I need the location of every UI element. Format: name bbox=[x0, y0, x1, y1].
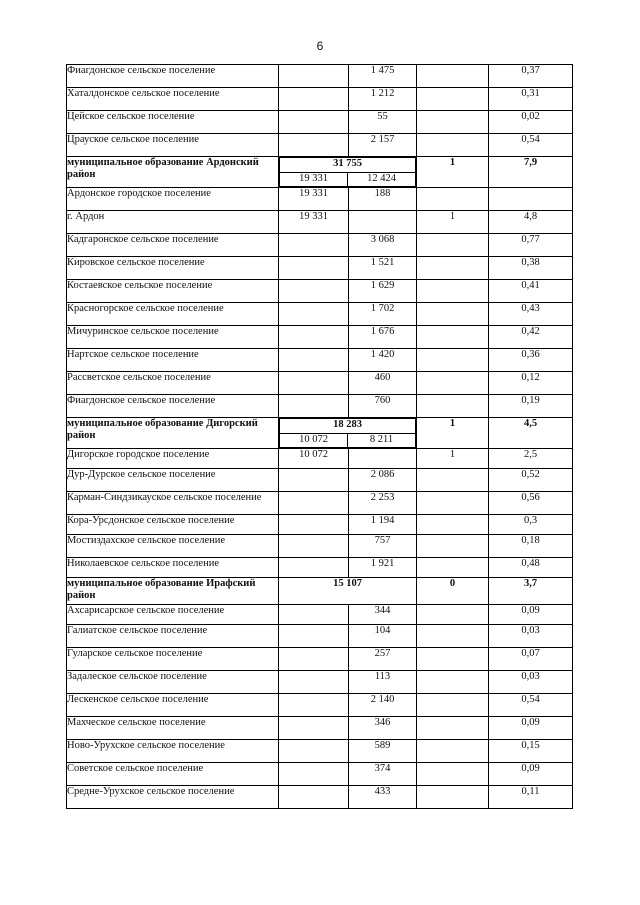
settlement-name: Дигорское городское поселение bbox=[67, 449, 279, 469]
share: 0,03 bbox=[489, 671, 573, 694]
urban-population bbox=[279, 763, 349, 786]
district-urban: 10 072 bbox=[280, 434, 348, 448]
count bbox=[417, 717, 489, 740]
rural-population bbox=[349, 211, 417, 234]
table-row bbox=[67, 395, 573, 418]
share: 0,38 bbox=[489, 257, 573, 280]
table-row bbox=[67, 349, 573, 372]
rural-population: 346 bbox=[349, 717, 417, 740]
count: 1 bbox=[417, 211, 489, 234]
count bbox=[417, 349, 489, 372]
share: 0,15 bbox=[489, 740, 573, 763]
settlement-name: Ардонское городское поселение bbox=[67, 188, 279, 211]
table-row bbox=[67, 303, 573, 326]
share: 0,37 bbox=[489, 65, 573, 88]
urban-population: 19 331 bbox=[279, 188, 349, 211]
settlement-name: Советское сельское поселение bbox=[67, 763, 279, 786]
district-share: 3,7 bbox=[489, 578, 573, 605]
count bbox=[417, 648, 489, 671]
settlement-name: Средне-Урухское сельское поселение bbox=[67, 786, 279, 809]
share: 0,19 bbox=[489, 395, 573, 418]
share: 0,03 bbox=[489, 625, 573, 648]
settlement-name: Костаевское сельское поселение bbox=[67, 280, 279, 303]
rural-population: 3 068 bbox=[349, 234, 417, 257]
share: 0,54 bbox=[489, 134, 573, 157]
urban-population bbox=[279, 234, 349, 257]
urban-population bbox=[279, 492, 349, 515]
district-name: муниципальное образование Ардонский район bbox=[67, 157, 279, 188]
urban-population bbox=[279, 786, 349, 809]
urban-population bbox=[279, 280, 349, 303]
table-row bbox=[67, 372, 573, 395]
settlement-name: Рассветское сельское поселение bbox=[67, 372, 279, 395]
share bbox=[489, 188, 573, 211]
share: 0,43 bbox=[489, 303, 573, 326]
share: 2,5 bbox=[489, 449, 573, 469]
count bbox=[417, 111, 489, 134]
table-row bbox=[67, 786, 573, 809]
page-number: 6 bbox=[316, 39, 324, 53]
count bbox=[417, 786, 489, 809]
share: 0,48 bbox=[489, 558, 573, 578]
settlement-name: Красногорское сельское поселение bbox=[67, 303, 279, 326]
table-row bbox=[67, 469, 573, 492]
rural-population: 1 521 bbox=[349, 257, 417, 280]
share: 0,3 bbox=[489, 515, 573, 535]
count bbox=[417, 257, 489, 280]
rural-population: 2 253 bbox=[349, 492, 417, 515]
settlement-name: Кировское сельское поселение bbox=[67, 257, 279, 280]
table-row bbox=[67, 134, 573, 157]
share: 0,09 bbox=[489, 717, 573, 740]
rural-population: 2 140 bbox=[349, 694, 417, 717]
count bbox=[417, 763, 489, 786]
urban-population bbox=[279, 65, 349, 88]
share: 0,09 bbox=[489, 605, 573, 625]
urban-population bbox=[279, 349, 349, 372]
settlement-name: Фиагдонское сельское поселение bbox=[67, 395, 279, 418]
share: 0,36 bbox=[489, 349, 573, 372]
table-row bbox=[67, 558, 573, 578]
table-row bbox=[67, 449, 573, 469]
rural-population: 433 bbox=[349, 786, 417, 809]
settlement-name: Махческое сельское поселение bbox=[67, 717, 279, 740]
share: 0,41 bbox=[489, 280, 573, 303]
rural-population: 113 bbox=[349, 671, 417, 694]
district-count: 0 bbox=[417, 578, 489, 605]
share: 0,02 bbox=[489, 111, 573, 134]
urban-population bbox=[279, 694, 349, 717]
settlement-name: Гуларское сельское поселение bbox=[67, 648, 279, 671]
count bbox=[417, 326, 489, 349]
share: 0,07 bbox=[489, 648, 573, 671]
share: 0,18 bbox=[489, 535, 573, 558]
table-row bbox=[67, 625, 573, 648]
rural-population: 1 475 bbox=[349, 65, 417, 88]
share: 0,52 bbox=[489, 469, 573, 492]
settlement-name: Карман-Синдзикауское сельское поселение bbox=[67, 492, 279, 515]
district-urban: 19 331 bbox=[280, 173, 348, 187]
settlement-name: Црауское сельское поселение bbox=[67, 134, 279, 157]
table-row bbox=[67, 234, 573, 257]
rural-population: 2 086 bbox=[349, 469, 417, 492]
rural-population: 1 676 bbox=[349, 326, 417, 349]
district-count: 1 bbox=[417, 418, 489, 449]
count bbox=[417, 694, 489, 717]
rural-population: 460 bbox=[349, 372, 417, 395]
rural-population: 760 bbox=[349, 395, 417, 418]
count bbox=[417, 134, 489, 157]
rural-population: 589 bbox=[349, 740, 417, 763]
urban-population: 19 331 bbox=[279, 211, 349, 234]
settlement-name: Мостиздахское сельское поселение bbox=[67, 535, 279, 558]
rural-population: 55 bbox=[349, 111, 417, 134]
district-total: 31 755 bbox=[280, 158, 416, 173]
share: 0,31 bbox=[489, 88, 573, 111]
district-header-row bbox=[67, 157, 573, 188]
urban-population bbox=[279, 740, 349, 763]
table-row bbox=[67, 280, 573, 303]
share: 0,12 bbox=[489, 372, 573, 395]
urban-population bbox=[279, 111, 349, 134]
count bbox=[417, 671, 489, 694]
count bbox=[417, 188, 489, 211]
settlement-name: Галиатское сельское поселение bbox=[67, 625, 279, 648]
count bbox=[417, 515, 489, 535]
settlement-name: Николаевское сельское поселение bbox=[67, 558, 279, 578]
district-total: 18 283 bbox=[280, 419, 416, 434]
rural-population: 344 bbox=[349, 605, 417, 625]
settlement-name: Дур-Дурское сельское поселение bbox=[67, 469, 279, 492]
settlement-name: Нартское сельское поселение bbox=[67, 349, 279, 372]
urban-population bbox=[279, 717, 349, 740]
rural-population: 1 212 bbox=[349, 88, 417, 111]
settlement-name: Ахсарисарское сельское поселение bbox=[67, 605, 279, 625]
count bbox=[417, 605, 489, 625]
table-row bbox=[67, 763, 573, 786]
district-rural: 12 424 bbox=[348, 173, 416, 187]
district-population-cell bbox=[279, 157, 417, 188]
urban-population bbox=[279, 558, 349, 578]
table-row bbox=[67, 535, 573, 558]
rural-population: 1 194 bbox=[349, 515, 417, 535]
count: 1 bbox=[417, 449, 489, 469]
settlement-name: Кора-Урсдонское сельское поселение bbox=[67, 515, 279, 535]
share: 0,42 bbox=[489, 326, 573, 349]
urban-population bbox=[279, 469, 349, 492]
urban-population bbox=[279, 257, 349, 280]
share: 0,54 bbox=[489, 694, 573, 717]
settlement-name: Мичуринское сельское поселение bbox=[67, 326, 279, 349]
urban-population: 10 072 bbox=[279, 449, 349, 469]
count bbox=[417, 558, 489, 578]
count bbox=[417, 372, 489, 395]
table-row bbox=[67, 515, 573, 535]
count bbox=[417, 740, 489, 763]
table-row bbox=[67, 188, 573, 211]
share: 4,8 bbox=[489, 211, 573, 234]
table-row bbox=[67, 694, 573, 717]
count bbox=[417, 395, 489, 418]
urban-population bbox=[279, 134, 349, 157]
table-row bbox=[67, 492, 573, 515]
settlement-name: г. Ардон bbox=[67, 211, 279, 234]
district-count: 1 bbox=[417, 157, 489, 188]
table-row bbox=[67, 605, 573, 625]
table-row bbox=[67, 111, 573, 134]
rural-population: 2 157 bbox=[349, 134, 417, 157]
table-row bbox=[67, 326, 573, 349]
urban-population bbox=[279, 372, 349, 395]
count bbox=[417, 234, 489, 257]
rural-population: 757 bbox=[349, 535, 417, 558]
share: 0,09 bbox=[489, 763, 573, 786]
share: 0,56 bbox=[489, 492, 573, 515]
count bbox=[417, 492, 489, 515]
rural-population: 1 921 bbox=[349, 558, 417, 578]
district-share: 4,5 bbox=[489, 418, 573, 449]
rural-population: 374 bbox=[349, 763, 417, 786]
district-name: муниципальное образование Дигорский район bbox=[67, 418, 279, 449]
count bbox=[417, 303, 489, 326]
district-total: 15 107 bbox=[279, 578, 417, 605]
table-row bbox=[67, 88, 573, 111]
rural-population: 1 420 bbox=[349, 349, 417, 372]
rural-population: 188 bbox=[349, 188, 417, 211]
district-name: муниципальное образование Ирафский район bbox=[67, 578, 279, 605]
urban-population bbox=[279, 671, 349, 694]
settlement-name: Цейское сельское поселение bbox=[67, 111, 279, 134]
settlement-name: Задалеское сельское поселение bbox=[67, 671, 279, 694]
urban-population bbox=[279, 605, 349, 625]
settlement-name: Лескенское сельское поселение bbox=[67, 694, 279, 717]
share: 0,11 bbox=[489, 786, 573, 809]
table-row bbox=[67, 717, 573, 740]
settlement-name: Фиагдонское сельское поселение bbox=[67, 65, 279, 88]
count bbox=[417, 625, 489, 648]
district-population-cell bbox=[279, 418, 417, 449]
urban-population bbox=[279, 326, 349, 349]
urban-population bbox=[279, 303, 349, 326]
population-table bbox=[66, 64, 573, 809]
urban-population bbox=[279, 515, 349, 535]
settlement-name: Ново-Урухское сельское поселение bbox=[67, 740, 279, 763]
table-row bbox=[67, 211, 573, 234]
count bbox=[417, 280, 489, 303]
settlement-name: Хаталдонское сельское поселение bbox=[67, 88, 279, 111]
rural-population: 104 bbox=[349, 625, 417, 648]
count bbox=[417, 535, 489, 558]
urban-population bbox=[279, 648, 349, 671]
rural-population: 1 629 bbox=[349, 280, 417, 303]
table-row bbox=[67, 65, 573, 88]
table-row bbox=[67, 257, 573, 280]
urban-population bbox=[279, 395, 349, 418]
count bbox=[417, 469, 489, 492]
share: 0,77 bbox=[489, 234, 573, 257]
urban-population bbox=[279, 625, 349, 648]
count bbox=[417, 65, 489, 88]
count bbox=[417, 88, 489, 111]
rural-population: 1 702 bbox=[349, 303, 417, 326]
rural-population bbox=[349, 449, 417, 469]
district-header-row bbox=[67, 578, 573, 605]
urban-population bbox=[279, 535, 349, 558]
table-row bbox=[67, 740, 573, 763]
table-row bbox=[67, 671, 573, 694]
table-row bbox=[67, 648, 573, 671]
urban-population bbox=[279, 88, 349, 111]
district-rural: 8 211 bbox=[348, 434, 416, 448]
settlement-name: Кадгаронское сельское поселение bbox=[67, 234, 279, 257]
district-share: 7,9 bbox=[489, 157, 573, 188]
rural-population: 257 bbox=[349, 648, 417, 671]
district-header-row bbox=[67, 418, 573, 449]
